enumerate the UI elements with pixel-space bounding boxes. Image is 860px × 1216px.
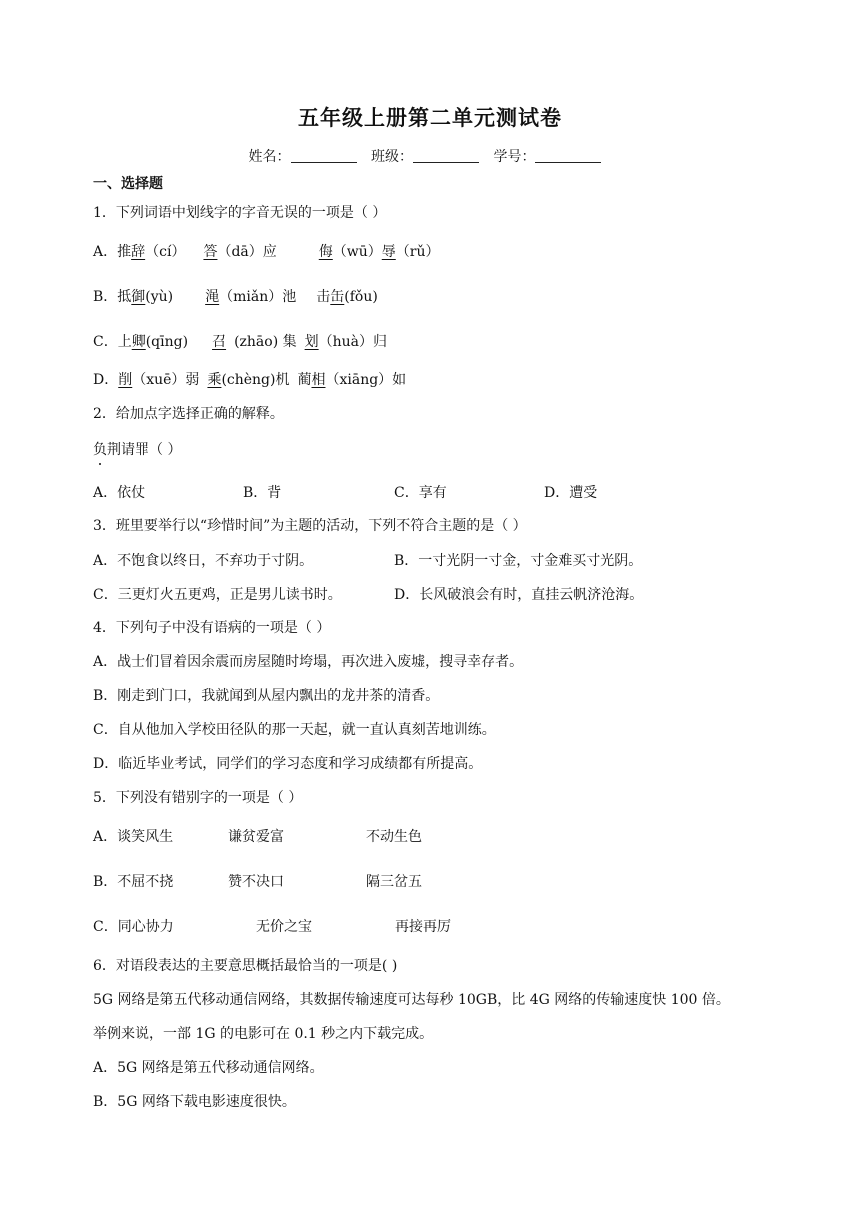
q3-option-a: A．不饱食以终日，不弃功于寸阴。 [93, 553, 314, 569]
q1-stem: 1．下列词语中划线字的字音无误的一项是（ ） [93, 205, 387, 221]
text: （rǔ） [395, 244, 440, 260]
q3-row-2 [93, 585, 773, 605]
text: C．上 [93, 334, 132, 350]
q1-option-b [93, 287, 378, 307]
text: (qīng) [145, 334, 189, 350]
q4-option-b: B．刚走到门口，我就闻到从屋内飘出的龙井茶的清香。 [93, 688, 440, 704]
underlined-char: 渑 [205, 289, 220, 305]
q6-paragraph-line-2: 举例来说，一部 1G 的电影可在 0.1 秒之内下载完成。 [93, 1026, 434, 1042]
q5-stem: 5．下列没有错别字的一项是（ ） [93, 790, 303, 806]
underlined-char: 削 [118, 372, 133, 388]
underlined-char: 御 [131, 289, 146, 305]
id-label: 学号： [493, 149, 536, 165]
underlined-char: 答 [203, 244, 218, 260]
text: （huà）归 [318, 334, 387, 350]
text: D． [93, 372, 119, 388]
underlined-char: 缶 [330, 289, 345, 305]
text: B．抵 [93, 289, 132, 305]
text: （miǎn）池 [219, 289, 297, 305]
dotted-char: 负 [93, 442, 107, 458]
q3-option-b: B．一寸光阴一寸金，寸金难买寸光阴。 [394, 553, 643, 569]
q6-paragraph-line-1: 5G 网络是第五代移动通信网络，其数据传输速度可达每秒 10GB，比 4G 网络的传输速度快 100 倍。 [93, 992, 730, 1008]
underlined-char: 相 [311, 372, 326, 388]
text: （cí） [145, 244, 186, 260]
q4-option-d: D．临近毕业考试，同学们的学习态度和学习成绩都有所提高。 [93, 756, 483, 772]
text: B．不屈不挠 [93, 874, 174, 890]
q2-option-d: D．遭受 [544, 485, 598, 501]
q2-option-c: C．享有 [394, 485, 447, 501]
text: 击 [316, 289, 331, 305]
text: （xuē）弱 [132, 372, 200, 388]
text: (zhāo) 集 [234, 334, 297, 350]
q4-option-c: C．自从他加入学校田径队的那一天起，就一直认真刻苦地训练。 [93, 722, 496, 738]
page-title: 五年级上册第二单元测试卷 [298, 105, 562, 130]
text: （wū） [332, 244, 382, 260]
text: A．谈笑风生 [93, 829, 174, 845]
q5-option-b [93, 872, 593, 892]
underlined-char: 辞 [131, 244, 146, 260]
q6-stem: 6．对语段表达的主要意思概括最恰当的一项是( ) [93, 958, 398, 974]
q3-option-c: C．三更灯火五更鸡，正是男儿读书时。 [93, 587, 342, 603]
q3-option-d: D．长风破浪会有时，直挂云帆济沧海。 [394, 587, 644, 603]
q2-option-a: A．依仗 [93, 485, 146, 501]
q3-row-1 [93, 551, 773, 571]
q1-option-a [93, 242, 439, 262]
q4-option-a: A．战士们冒着因余震而房屋随时垮塌，再次进入废墟，搜寻幸存者。 [93, 654, 524, 670]
q6-option-a: A．5G 网络是第五代移动通信网络。 [93, 1060, 324, 1076]
student-info [0, 146, 860, 166]
underlined-char: 卿 [131, 334, 146, 350]
text: 无价之宝 [256, 919, 312, 935]
q2-stem: 2．给加点字选择正确的解释。 [93, 406, 284, 422]
underlined-char: 划 [304, 334, 319, 350]
underlined-char: 侮 [318, 244, 333, 260]
class-label: 班级： [371, 149, 413, 165]
q4-stem: 4．下列句子中没有语病的一项是（ ） [93, 620, 331, 636]
text: (chèng)机 [221, 372, 290, 388]
text: (fǒu) [344, 289, 378, 305]
q2-option-b: B．背 [243, 485, 282, 501]
q2-phrase [93, 440, 181, 460]
underlined-char: 召 [212, 334, 227, 350]
text: 赞不决口 [228, 874, 284, 890]
q2-options [93, 483, 773, 503]
section-heading: 一、选择题 [93, 176, 163, 192]
text: 不动生色 [366, 829, 422, 845]
text: 荆请罪（ ） [107, 442, 182, 458]
q5-option-c [93, 917, 593, 937]
name-blank[interactable] [291, 148, 357, 163]
text: 隔三岔五 [366, 874, 422, 890]
q5-option-a [93, 827, 593, 847]
text: (yù) [145, 289, 174, 305]
underlined-char: 乘 [207, 372, 222, 388]
q3-stem: 3．班里要举行以“珍惜时间”为主题的活动，下列不符合主题的是（ ） [93, 518, 527, 534]
q1-option-d [93, 370, 406, 390]
q6-option-b: B．5G 网络下载电影速度很快。 [93, 1094, 296, 1110]
class-blank[interactable] [413, 148, 479, 163]
text: （xiāng）如 [325, 372, 407, 388]
q1-option-c [93, 332, 387, 352]
text: A．推 [93, 244, 132, 260]
text: 蔺 [297, 372, 312, 388]
text: 谦贫爱富 [228, 829, 284, 845]
id-blank[interactable] [535, 148, 601, 163]
underlined-char: 辱 [381, 244, 396, 260]
text: C．同心协力 [93, 919, 174, 935]
text: （dā）应 [217, 244, 277, 260]
text: 再接再厉 [395, 919, 451, 935]
name-label: 姓名： [248, 149, 291, 165]
